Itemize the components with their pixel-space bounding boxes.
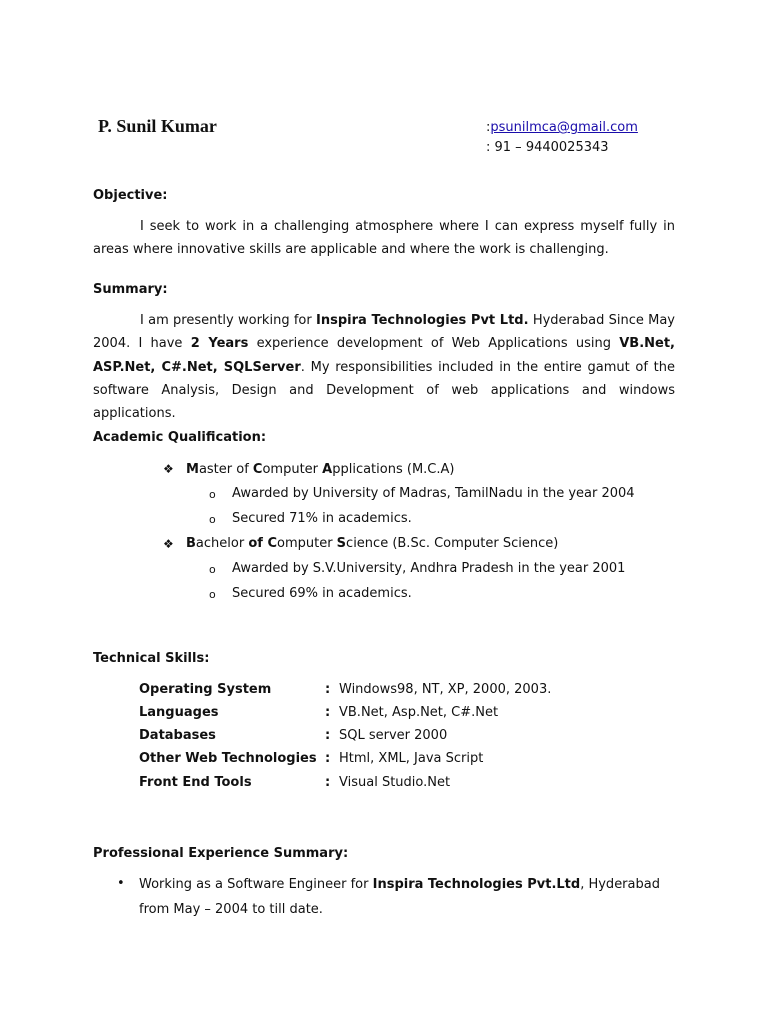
summary-part-4: . My responsibilities included in the entire gamut of the software Analysis, Design and Development of web applications and windows applications.: [93, 359, 675, 422]
objective-text: [93, 215, 675, 262]
experience-company: Inspira Technologies Pvt.Ltd: [372, 877, 581, 892]
skill-colon: :: [325, 775, 331, 790]
phone-number: : 91 – 9440025343: [486, 140, 609, 155]
skill-value: SQL server 2000: [339, 728, 448, 743]
mca-detail: Secured 71% in academics.: [232, 511, 412, 526]
candidate-name: P. Sunil Kumar: [98, 116, 217, 136]
summary-company: Inspira Technologies Pvt Ltd.: [316, 313, 529, 328]
email-prefix: :: [486, 120, 491, 135]
diamond-bullet-icon: ❖: [163, 537, 174, 551]
experience-heading: Professional Experience Summary:: [93, 846, 349, 861]
skill-value: Visual Studio.Net: [339, 775, 451, 790]
summary-heading: Summary:: [93, 282, 168, 297]
summary-tech: VB.Net, ASP.Net, C#.Net, SQLServer: [93, 336, 675, 375]
skill-colon: :: [325, 682, 331, 697]
skill-value: VB.Net, Asp.Net, C#.Net: [339, 705, 499, 720]
circle-bullet-icon: o: [209, 588, 216, 601]
skill-colon: :: [325, 705, 331, 720]
summary-years: 2 Years: [190, 336, 249, 352]
degree-bsc: Bachelor of Computer Science (B.Sc. Computer Science): [186, 536, 559, 551]
circle-bullet-icon: o: [209, 488, 216, 501]
summary-part-1: I am presently working for: [140, 313, 316, 328]
skill-colon: :: [325, 751, 331, 766]
objective-body: I seek to work in a challenging atmosphere where I can express myself fully in areas where innovative skills are applicable and where the work is challenging.: [93, 219, 675, 258]
email-line: [486, 120, 638, 135]
diamond-bullet-icon: ❖: [163, 462, 174, 476]
experience-part-1: Working as a Software Engineer for: [139, 877, 373, 892]
skill-label: Operating System: [139, 682, 272, 697]
circle-bullet-icon: o: [209, 563, 216, 576]
degree-mca: Master of Computer Applications (M.C.A): [186, 462, 455, 477]
skill-label: Front End Tools: [139, 775, 252, 790]
skill-label: Languages: [139, 705, 219, 720]
skill-label: Other Web Technologies: [139, 751, 317, 766]
bsc-detail: Awarded by S.V.University, Andhra Pradesh in the year 2001: [232, 561, 626, 576]
skill-value: Windows98, NT, XP, 2000, 2003.: [339, 682, 552, 697]
summary-text: [93, 309, 675, 425]
experience-item: [139, 872, 675, 922]
objective-heading: Objective:: [93, 188, 168, 203]
skills-heading: Technical Skills:: [93, 651, 210, 666]
skill-label: Databases: [139, 728, 216, 743]
skill-value: Html, XML, Java Script: [339, 751, 484, 766]
summary-part-3: experience development of Web Applications using: [248, 336, 620, 352]
academic-heading: Academic Qualification:: [93, 430, 267, 445]
bsc-detail: Secured 69% in academics.: [232, 586, 412, 601]
experience-part-2: , Hyderabad from May – 2004 to till date.: [139, 877, 660, 917]
round-bullet-icon: •: [117, 876, 125, 891]
skill-colon: :: [325, 728, 331, 743]
mca-detail: Awarded by University of Madras, TamilNadu in the year 2004: [232, 486, 635, 501]
email-link[interactable]: psunilmca@gmail.com: [490, 120, 638, 135]
circle-bullet-icon: o: [209, 513, 216, 526]
summary-part-2: Hyderabad Since May 2004. I have: [93, 313, 675, 352]
